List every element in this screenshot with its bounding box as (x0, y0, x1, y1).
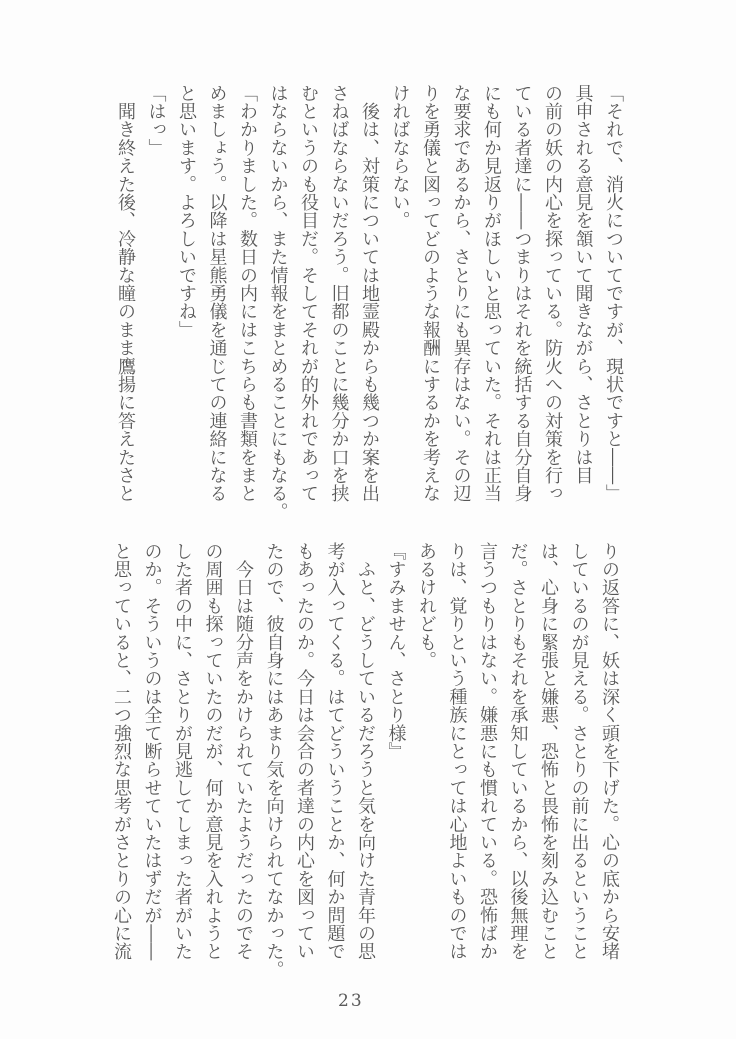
text-column: と思います。よろしいですね」 (176, 84, 197, 339)
text-column: 「わかりました。数日の内にはこちらも書類をまと (237, 84, 258, 503)
text-column: のか。そういうのは全て断らせていたはずだが―― (141, 542, 163, 961)
text-column: ている者達に――つまりはそれを統括する自分自身 (511, 84, 533, 503)
text-column: むというのも役目だ。そしてそれが的外れであって (298, 84, 319, 503)
text-column: もあったのか。今日は会合の者達の内心を図ってい (294, 542, 315, 961)
text-column: 聞き終えた後、冷静な瞳のまま鷹揚に答えたさと (115, 84, 136, 503)
text-column: だ。さとりもそれを承知しているから、以後無理を (507, 542, 529, 961)
text-column: と思っていると、二つ強烈な思考がさとりの心に流 (111, 542, 132, 961)
upper-text-block (110, 84, 629, 524)
text-column: めましょう。以降は星熊勇儀を通じての連絡になる (206, 84, 228, 503)
text-column: ふと、どうしているだろうと気を向けた青年の思 (355, 542, 376, 961)
text-column: した者の中に、さとりが見逃してしまった者がいた (172, 542, 193, 961)
text-column: な要求であるから、さとりにも異存はない。その辺 (450, 84, 472, 503)
text-column: たので、彼自身にはあまり気を向けられてなかった。 (263, 542, 285, 979)
text-column: りを勇儀と図ってどのような報酬にするかを考えな (420, 84, 441, 503)
text-column: にも何か見返りがほしいと思っていた。それは正当 (481, 84, 502, 503)
text-column: 考が入ってくる。はてどういうことか、何か問題で (324, 542, 346, 961)
text-column: 今日は随分声をかけられていたようだったのでそ (233, 542, 254, 961)
text-column: 「はっ」 (145, 84, 167, 157)
text-column: りは、覚りという種族にとっては心地よいものでは (446, 542, 468, 961)
text-column: 『すみません、さとり様』 (385, 542, 407, 761)
text-column: 言うつもりはない。嫌悪にも慣れている。恐怖ばか (477, 542, 498, 961)
page-number: 23 (338, 991, 364, 1011)
text-column: 「それで、消火についてですが、現状ですと――」 (603, 84, 624, 503)
text-column: しているのが見える。さとりの前に出るということ (568, 542, 590, 961)
text-column: さねばならないだろう。旧都のことに幾分か口を挟 (328, 84, 350, 503)
text-column: あるけれども。 (416, 542, 437, 670)
text-column: は、心身に緊張と嫌悪、恐怖と畏怖を刻み込むこと (538, 542, 559, 961)
text-column: の前の妖の内心を探っている。防火への対策を行っ (542, 84, 563, 503)
text-column: 具申される意見を頷いて聞きながら、さとりは目 (572, 84, 594, 485)
text-column: ければならない。 (389, 84, 411, 230)
text-column: はならないから、また情報をまとめることにもなる。 (267, 84, 289, 521)
text-column: 後は、対策については地霊殿からも幾つか案を出 (359, 84, 380, 503)
lower-text-block (106, 542, 625, 982)
text-column: の周囲も探っていたのだが、何か意見を入れようと (202, 542, 224, 961)
text-column: りの返答に、妖は深く頭を下げた。心の底から安堵 (599, 542, 620, 961)
